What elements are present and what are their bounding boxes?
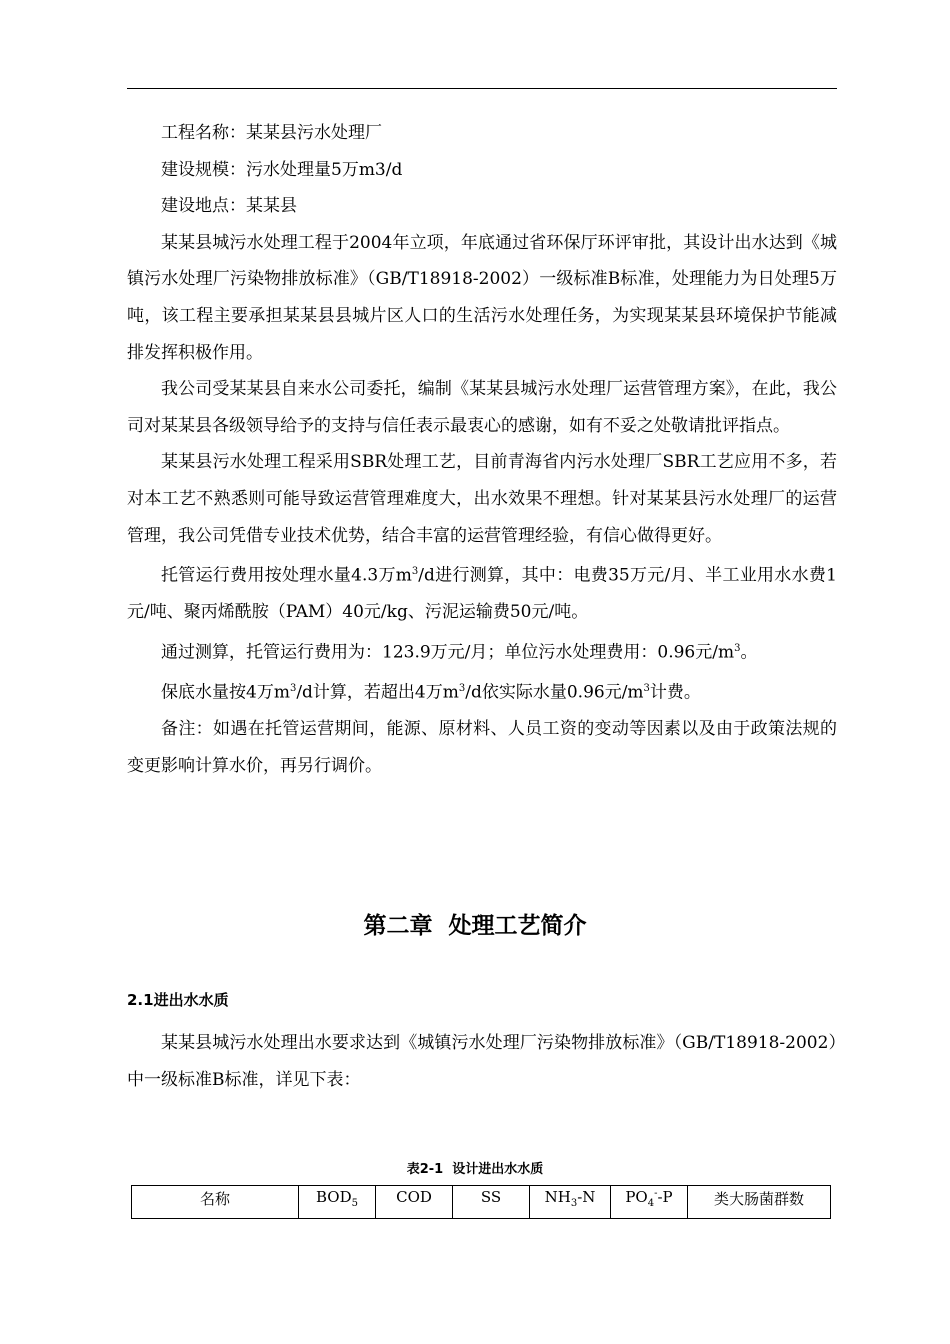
header-name: 名称 — [132, 1186, 299, 1219]
header-rule — [127, 88, 837, 89]
section-intro — [127, 1025, 837, 1098]
chapter-title: 第二章 处理工艺简介 — [363, 913, 587, 939]
project-location: 建设地点：某某县 — [161, 196, 297, 217]
paragraph-process: 某某县污水处理工程采用SBR处理工艺，目前青海省内污水处理厂SBR工艺应用不多，若对本工艺不熟悉则可能导致运营管理难度大，出水效果不理想。针对某某县污水处理厂的运营管理，我公司凭借专业技术优势，结合丰富的运营管理经验，有信心做得更好。 — [127, 452, 837, 546]
project-name: 工程名称：某某县污水处理厂 — [161, 123, 382, 143]
paragraph-note: 备注：如遇在托管运营期间，能源、原材料、人员工资的变动等因素以及由于政策法规的变更影响计算水价，再另行调价。 — [127, 719, 837, 777]
table-header-row — [132, 1186, 831, 1219]
paragraph-fee-basis: 托管运行费用按处理水量4.3万$m^3/d$进行测算，其中：电费35万元/月、半工业用水水费1元/吨、聚丙烯酰胺（PAM）40元/kg、污泥运输费50元/吨。 — [127, 565, 837, 623]
header-po4p: $PO_4^--P$ — [611, 1186, 688, 1219]
header-cod: COD — [376, 1186, 453, 1219]
header-ss: SS — [453, 1186, 530, 1219]
water-quality-table — [131, 1185, 831, 1219]
project-scale: 建设规模：污水处理量5万m3/d — [161, 159, 403, 180]
header-nh3n: $NH_3-N$ — [530, 1186, 611, 1219]
header-coliform: 类大肠菌群数 — [688, 1186, 831, 1219]
header-bod: $BOD_5$ — [299, 1186, 376, 1219]
table-caption: 表2-1 设计进出水水质 — [406, 1162, 544, 1177]
paragraph-background: 某某县城污水处理工程于2004年立项，年底通过省环保厅环评审批，其设计出水达到《城镇污水处理厂污染物排放标准》（GB/T18918-2002）一级标准B标准，处理能力为日处理5万吨，该工程主要承担某某县县城片区人口的生活污水处理任务，为实现某某县环境保护节能减排发挥积极作用。 — [127, 232, 837, 363]
paragraph-commission: 我公司受某某县自来水公司委托，编制《某某县城污水处理厂运营管理方案》，在此，我公司对某某县各级领导给予的支持与信任表示最衷心的感谢，如有不妥之处敬请批评指点。 — [127, 379, 837, 436]
paragraph-minimum-volume: 保底水量按4万$m^3/d$计算，若超出4万$m^3/d$依实际水量0.96元$/m^3$计费。 — [161, 682, 701, 703]
document-body — [127, 115, 837, 785]
section-title: 2.1进出水水质 — [127, 991, 229, 1009]
paragraph-fee-result: 通过测算，托管运行费用为：123.9万元/月；单位污水处理费用：0.96元$/m^3$。 — [161, 642, 758, 663]
section-intro-text: 某某县城污水处理出水要求达到《城镇污水处理厂污染物排放标准》（GB/T18918-2002）中一级标准B标准，详见下表： — [127, 1033, 837, 1090]
